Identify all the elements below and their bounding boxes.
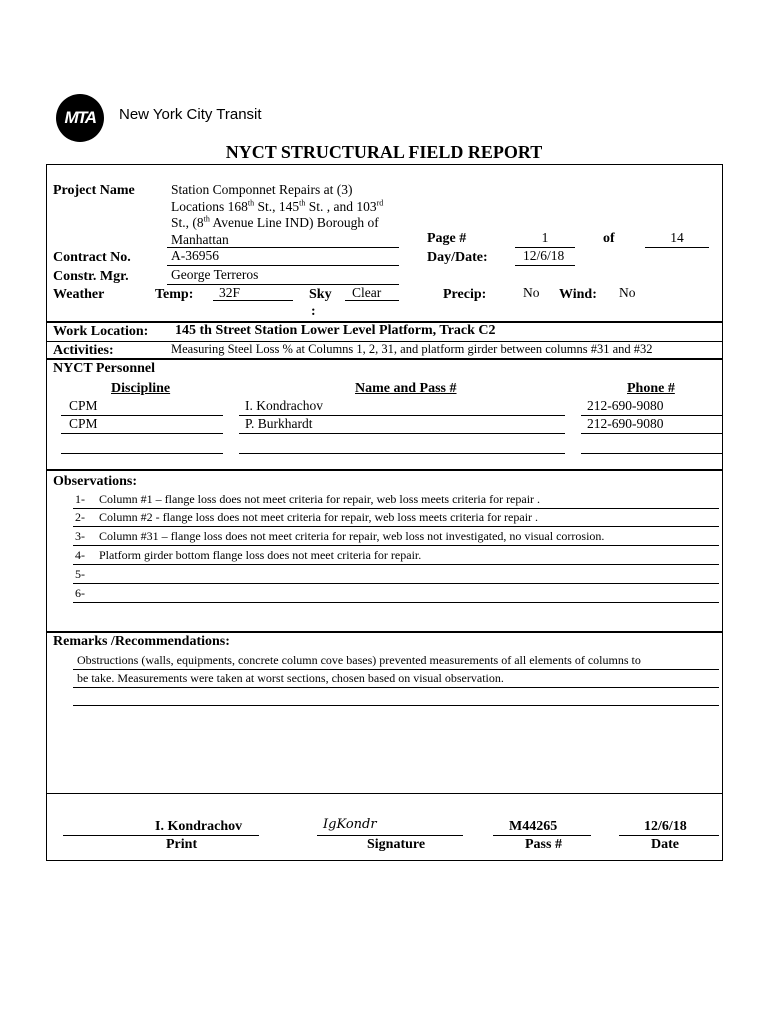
- of-underline: [645, 247, 709, 248]
- row-discipline: CPM: [69, 416, 98, 431]
- mgr-label: Constr. Mgr.: [53, 269, 129, 284]
- remarks-underline3: [73, 705, 719, 706]
- date-value: 12/6/18: [523, 248, 565, 263]
- print-line: [63, 835, 259, 836]
- row-name-line: [239, 433, 565, 434]
- row-name: P. Burkhardt: [245, 416, 313, 431]
- row-phone-line: [581, 433, 723, 434]
- row-discipline-line: [61, 433, 223, 434]
- observations-heading: Observations:: [53, 474, 137, 489]
- sign-date-label: Date: [651, 837, 679, 852]
- observation-text: Column #1 – flange loss does not meet criteria for repair, web loss meets criteria for repair .: [99, 492, 541, 506]
- precip-value: No: [523, 285, 540, 300]
- observation-num: 6-: [75, 586, 85, 600]
- project-name-line3: St., (8th Avenue Line IND) Borough of: [171, 214, 379, 230]
- page-title: NYCT STRUCTURAL FIELD REPORT: [225, 142, 543, 162]
- observation-line: [73, 602, 719, 603]
- remarks-underline2: [73, 687, 719, 688]
- observation-line: [73, 564, 719, 565]
- pass-value: M44265: [509, 819, 558, 834]
- sky-colon: :: [311, 304, 316, 319]
- pass-label: Pass #: [525, 837, 562, 852]
- activities-top-line: [167, 341, 722, 342]
- logo-text: MTA: [64, 108, 96, 127]
- work-location-value: 145 th Street Station Lower Level Platform, Track C2: [175, 323, 496, 338]
- row-discipline-line: [61, 453, 223, 454]
- row-phone: 212-690-9080: [587, 416, 664, 431]
- project-name-value: [171, 182, 401, 248]
- precip-label: Precip:: [443, 287, 487, 302]
- remarks-underline1: [73, 669, 719, 670]
- observation-text: Column #31 – flange loss does not meet criteria for repair, web loss not investigated, no visual corrosion.: [99, 529, 605, 543]
- sky-label: Sky: [309, 287, 332, 302]
- sky-value: Clear: [352, 285, 382, 300]
- observation-text: Platform girder bottom flange loss does not meet criteria for repair.: [99, 548, 422, 562]
- wind-value: No: [619, 285, 636, 300]
- divider-observations: [47, 469, 723, 471]
- col-discipline: Discipline: [111, 381, 171, 396]
- activities-value: Measuring Steel Loss % at Columns 1, 2, 31, and platform girder between columns #31 and #32: [171, 342, 653, 356]
- observation-num: 1-: [75, 492, 85, 506]
- report-form: [46, 164, 723, 861]
- divider-remarks: [47, 631, 723, 633]
- wind-label: Wind:: [559, 287, 597, 302]
- observation-num: 4-: [75, 548, 85, 562]
- activities-label: Activities:: [53, 343, 114, 358]
- contract-label: Contract No.: [53, 250, 131, 265]
- sign-date-line: [619, 835, 719, 836]
- signature-value: IgKondr: [323, 817, 377, 832]
- project-name-line2: Locations 168th St., 145th St. , and 103rd: [171, 198, 384, 214]
- print-value: I. Kondrachov: [155, 819, 243, 834]
- project-name-line4: Manhattan: [171, 231, 229, 247]
- divider-personnel: [47, 358, 723, 360]
- temp-label: Temp:: [155, 287, 194, 302]
- row-phone-line: [581, 453, 723, 454]
- personnel-heading: NYCT Personnel: [53, 361, 156, 376]
- date-label: Day/Date:: [427, 250, 488, 265]
- observation-line: [73, 583, 719, 584]
- contract-underline: [167, 265, 399, 266]
- signature-label: Signature: [367, 837, 426, 852]
- row-name-line: [239, 453, 565, 454]
- observation-num: 2-: [75, 510, 85, 524]
- col-phone: Phone #: [627, 381, 675, 396]
- contract-value: A-36956: [171, 248, 219, 263]
- mta-logo: [56, 94, 104, 142]
- observation-num: 5-: [75, 567, 85, 581]
- remarks-line2: be take. Measurements were taken at worst sections, chosen based on visual observation.: [77, 671, 504, 685]
- pass-line: [493, 835, 591, 836]
- temp-underline: [213, 300, 293, 301]
- page-value: 1: [541, 230, 549, 245]
- signature-line: [317, 835, 463, 836]
- row-name: I. Kondrachov: [245, 398, 323, 413]
- mgr-value: George Terreros: [171, 267, 259, 282]
- row-discipline: CPM: [69, 398, 98, 413]
- col-name: Name and Pass #: [355, 381, 457, 396]
- sky-underline: [345, 300, 399, 301]
- project-name-label: Project Name: [53, 183, 135, 198]
- divider-signoff: [47, 793, 723, 794]
- observation-line: [73, 545, 719, 546]
- temp-value: 32F: [219, 285, 241, 300]
- observation-text: Column #2 - flange loss does not meet criteria for repair, web loss meets criteria for repair .: [99, 510, 539, 524]
- observation-num: 3-: [75, 529, 85, 543]
- work-location-label: Work Location:: [53, 324, 149, 339]
- of-value: 14: [670, 230, 684, 245]
- print-label: Print: [166, 837, 198, 852]
- weather-label: Weather: [53, 287, 105, 302]
- row-phone: 212-690-9080: [587, 398, 664, 413]
- org-name: New York City Transit: [119, 106, 262, 123]
- sign-date-value: 12/6/18: [644, 819, 687, 834]
- page-label: Page #: [427, 231, 467, 246]
- date-underline: [515, 265, 575, 266]
- project-name-line1: Station Componnet Repairs at (3): [171, 182, 353, 197]
- of-label: of: [603, 231, 615, 246]
- observation-line: [73, 526, 719, 527]
- remarks-line1: Obstructions (walls, equipments, concrete column cove bases) prevented measurements of all elements of columns to: [77, 653, 641, 667]
- observation-line: [73, 508, 719, 509]
- remarks-heading: Remarks /Recommendations:: [53, 634, 230, 649]
